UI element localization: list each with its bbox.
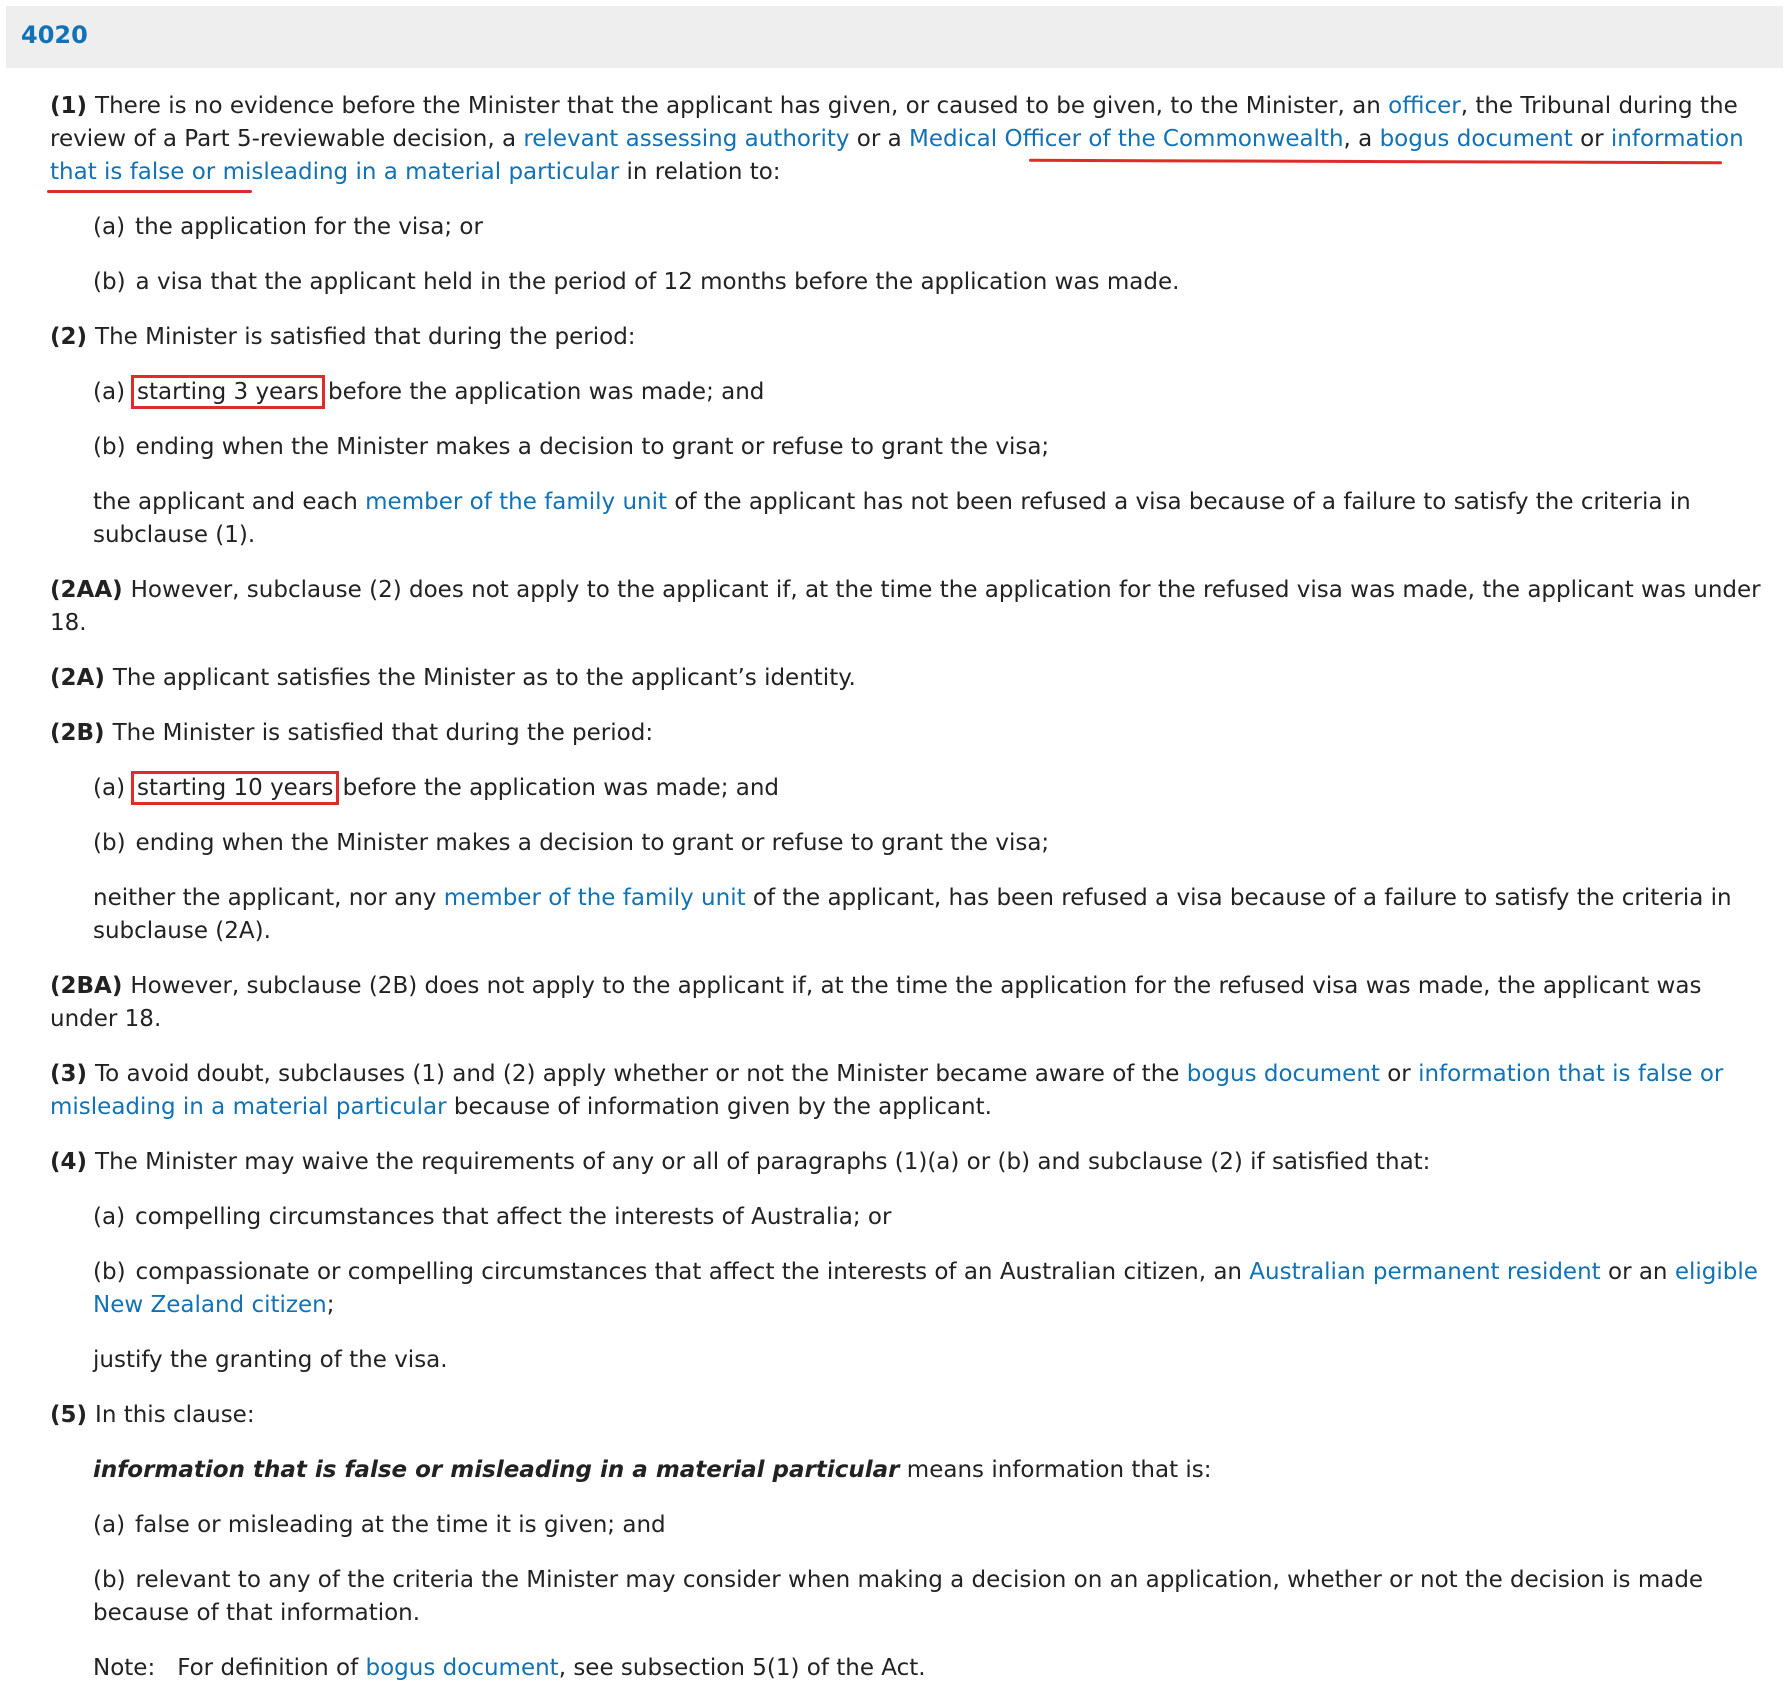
text: To avoid doubt, subclauses (1) and (2) apply whether or not the Minister became aware of the xyxy=(95,1061,1187,1087)
subclause-4-tail xyxy=(50,1344,1765,1377)
subclause-2a xyxy=(50,662,1765,695)
paragraph-1a xyxy=(50,211,1765,244)
subclause-2b-tail xyxy=(50,882,1765,948)
paragraph-4a xyxy=(50,1201,1765,1234)
link-relevant-assessing-authority[interactable]: relevant assessing authority xyxy=(523,126,850,152)
subclause-4 xyxy=(50,1146,1765,1179)
subclause-1 xyxy=(50,90,1765,189)
paragraph-5b xyxy=(50,1564,1765,1630)
red-underline-annotation xyxy=(47,190,252,193)
subclause-number: (2) xyxy=(50,324,88,350)
subclause-number: (4) xyxy=(50,1149,88,1175)
subclause-2b xyxy=(50,717,1765,750)
paragraph-label: (b) xyxy=(93,1259,126,1285)
text: The applicant satisfies the Minister as to the applicant’s identity. xyxy=(112,665,856,691)
text: compelling circumstances that affect the interests of Australia; or xyxy=(135,1204,892,1230)
subclause-number: (2B) xyxy=(50,720,105,746)
text: , the Tribunal during the review of a Part 5-reviewable decision, a xyxy=(50,93,1738,152)
link-australian-permanent-resident[interactable]: Australian permanent resident xyxy=(1249,1259,1601,1285)
text: before the application was made; and xyxy=(320,379,765,405)
link-bogus-document[interactable]: bogus document xyxy=(1379,126,1573,152)
text: , see subsection 5(1) of the Act. xyxy=(558,1655,926,1681)
text: the application for the visa; or xyxy=(135,214,483,240)
link-bogus-document[interactable]: bogus document xyxy=(365,1655,559,1681)
text: compassionate or compelling circumstances that affect the interests of an Australian citizen, an xyxy=(135,1259,1250,1285)
link-member-of-family-unit[interactable]: member of the family unit xyxy=(443,885,746,911)
text: The Minister is satisfied that during the period: xyxy=(112,720,654,746)
text: ; xyxy=(326,1292,335,1318)
text: , a xyxy=(1343,126,1380,152)
highlighted-period-10-years: starting 10 years xyxy=(137,775,334,801)
paragraph-2b xyxy=(50,431,1765,464)
subclause-number: (3) xyxy=(50,1061,88,1087)
text: ending when the Minister makes a decision to grant or refuse to grant the visa; xyxy=(135,830,1050,856)
subclause-number: (2AA) xyxy=(50,577,123,603)
paragraph-label: (b) xyxy=(93,830,126,856)
text: For definition of xyxy=(177,1655,366,1681)
subclause-number: (5) xyxy=(50,1402,88,1428)
defined-term: information that is false or misleading in a material particular xyxy=(93,1457,900,1483)
clause-header xyxy=(6,6,1783,68)
paragraph-label: (b) xyxy=(93,1567,126,1593)
text: in relation to: xyxy=(619,159,781,185)
text: false or misleading at the time it is given; and xyxy=(135,1512,666,1538)
subclause-number: (2BA) xyxy=(50,973,123,999)
link-eligible-nz-citizen[interactable]: eligible New Zealand citizen xyxy=(93,1259,1758,1318)
text: In this clause: xyxy=(95,1402,255,1428)
link-bogus-document[interactable]: bogus document xyxy=(1186,1061,1380,1087)
highlighted-period-3-years: starting 3 years xyxy=(137,379,319,405)
paragraph-label: (a) xyxy=(93,775,126,801)
subclause-3 xyxy=(50,1058,1765,1124)
paragraph-label: (b) xyxy=(93,269,126,295)
text: ending when the Minister makes a decision to grant or refuse to grant the visa; xyxy=(135,434,1050,460)
paragraph-1b xyxy=(50,266,1765,299)
text: of the applicant, has been refused a visa because of a failure to satisfy the criteria in subclause (2A). xyxy=(93,885,1732,944)
text: a visa that the applicant held in the period of 12 months before the application was made. xyxy=(135,269,1180,295)
text: The Minister may waive the requirements of any or all of paragraphs (1)(a) or (b) and subclause (2) if satisfied that: xyxy=(95,1149,1431,1175)
clause-body xyxy=(50,90,1765,1707)
link-officer[interactable]: officer xyxy=(1388,93,1461,119)
text: or xyxy=(1379,1061,1419,1087)
text: before the application was made; and xyxy=(335,775,780,801)
text: The Minister is satisfied that during the period: xyxy=(95,324,636,350)
text: of the applicant has not been refused a visa because of a failure to satisfy the criteria in subclause (1). xyxy=(93,489,1691,548)
subclause-5 xyxy=(50,1399,1765,1432)
paragraph-2a xyxy=(50,376,1765,409)
subclause-2 xyxy=(50,321,1765,354)
text: justify the granting of the visa. xyxy=(93,1347,448,1373)
paragraph-label: (a) xyxy=(93,379,126,405)
paragraph-2b-a xyxy=(50,772,1765,805)
note xyxy=(50,1652,1765,1685)
text: There is no evidence before the Minister that the applicant has given, or caused to be given, to the Minister, an xyxy=(95,93,1389,119)
definition xyxy=(50,1454,1765,1487)
text: neither the applicant, nor any xyxy=(93,885,444,911)
subclause-2ba xyxy=(50,970,1765,1036)
text: However, subclause (2B) does not apply to the applicant if, at the time the application for the refused visa was made, the applicant was under 18. xyxy=(50,973,1702,1032)
subclause-number: (1) xyxy=(50,93,88,119)
text: or xyxy=(1572,126,1611,152)
subclause-2aa xyxy=(50,574,1765,640)
paragraph-label: (b) xyxy=(93,434,126,460)
note-label: Note: xyxy=(93,1655,156,1681)
paragraph-2b-b xyxy=(50,827,1765,860)
paragraph-5a xyxy=(50,1509,1765,1542)
paragraph-label: (a) xyxy=(93,1512,126,1538)
paragraph-4b xyxy=(50,1256,1765,1322)
text: or a xyxy=(849,126,910,152)
link-member-of-family-unit[interactable]: member of the family unit xyxy=(365,489,668,515)
paragraph-label: (a) xyxy=(93,1204,126,1230)
text: the applicant and each xyxy=(93,489,366,515)
text: relevant to any of the criteria the Minister may consider when making a decision on an application, whether or not the decision is made because of that information. xyxy=(93,1567,1704,1626)
text: means information that is: xyxy=(899,1457,1212,1483)
link-false-misleading-information[interactable]: information that is false or misleading in a material particular xyxy=(50,126,1744,185)
link-false-misleading-information[interactable]: information that is false or misleading in a material particular xyxy=(50,1061,1724,1120)
subclause-number: (2A) xyxy=(50,665,105,691)
text: However, subclause (2) does not apply to the applicant if, at the time the application for the refused visa was made, the applicant was under 18. xyxy=(50,577,1761,636)
subclause-2-tail xyxy=(50,486,1765,552)
link-medical-officer[interactable]: Medical Officer of the Commonwealth xyxy=(909,126,1344,152)
paragraph-label: (a) xyxy=(93,214,126,240)
text: or an xyxy=(1600,1259,1675,1285)
text: because of information given by the applicant. xyxy=(446,1094,992,1120)
clause-number-title: 4020 xyxy=(21,21,88,49)
